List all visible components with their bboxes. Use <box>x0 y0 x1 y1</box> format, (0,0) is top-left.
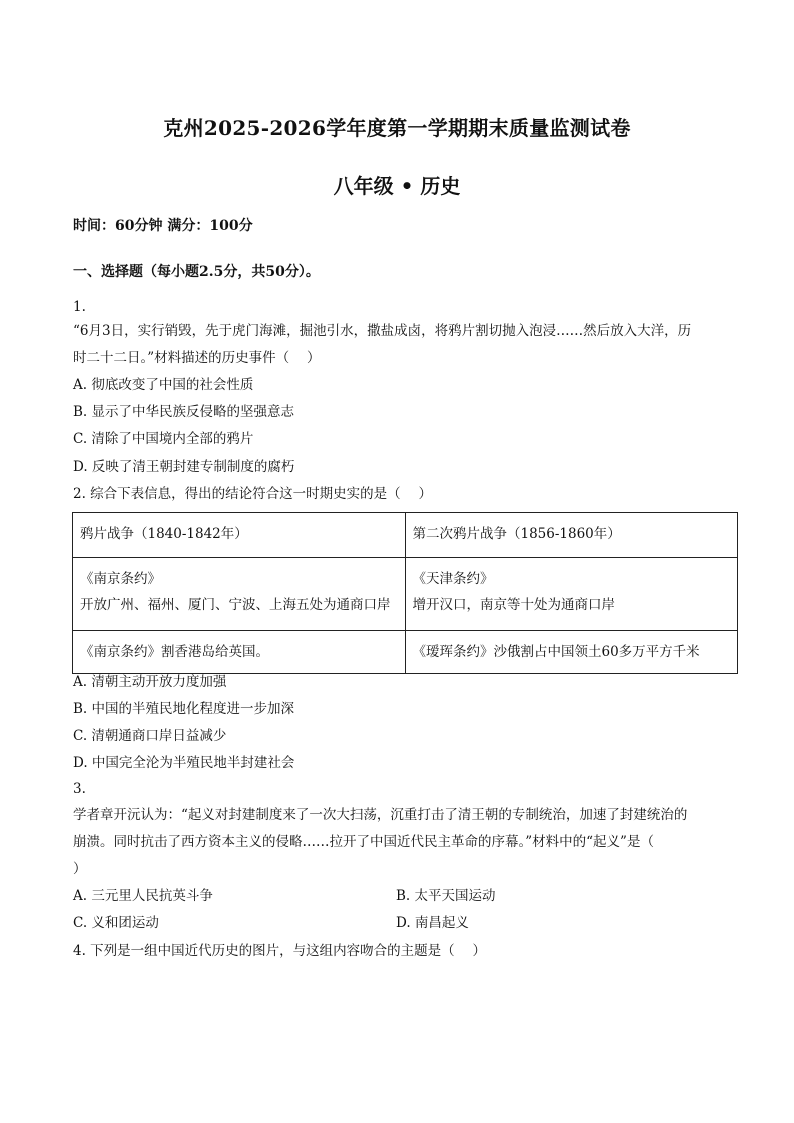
q2-stem: 2. 综合下表信息，得出的结论符合这一时期史实的是（ ） <box>73 486 432 502</box>
treaty-table <box>72 512 738 674</box>
q1-option-c: C. 清除了中国境内全部的鸦片 <box>73 431 254 447</box>
cell-treaty-name: 《天津条约》 <box>412 571 494 587</box>
q1-option-a: A. 彻底改变了中国的社会性质 <box>73 377 254 393</box>
page-subtitle: 八年级 • 历史 <box>333 174 461 198</box>
q3-option-a: A. 三元里人民抗英斗争 <box>73 888 213 904</box>
q1-number: 1. <box>73 299 86 315</box>
cell-treaty-content: 《瑷珲条约》沙俄割占中国领土60多万平方千米 <box>412 644 700 660</box>
q3-stem-line3: ） <box>73 861 87 877</box>
table-cell <box>73 558 406 631</box>
table-cell <box>405 631 738 674</box>
table-cell <box>73 631 406 674</box>
q2-option-d: D. 中国完全沦为半殖民地半封建社会 <box>73 755 295 771</box>
cell-treaty-name: 《南京条约》 <box>80 571 161 587</box>
table-cell <box>73 513 406 558</box>
q2-option-b: B. 中国的半殖民地化程度进一步加深 <box>73 701 295 717</box>
table-cell <box>405 513 738 558</box>
q3-option-c: C. 义和团运动 <box>73 915 159 931</box>
q3-stem-line1: 学者章开沅认为：“起义对封建制度来了一次大扫荡，沉重打击了清王朝的专制统治，加速了封建统治的 <box>73 807 688 823</box>
q4-stem: 4. 下列是一组中国近代历史的图片，与这组内容吻合的主题是（ ） <box>73 943 486 959</box>
cell-treaty-content: 《南京条约》割香港岛给英国。 <box>80 644 269 660</box>
q2-option-c: C. 清朝通商口岸日益减少 <box>73 728 227 744</box>
page-title: 克州2025-2026学年度第一学期期末质量监测试卷 <box>163 116 631 140</box>
table-row <box>73 631 738 674</box>
table-cell <box>405 558 738 631</box>
table-header-right: 第二次鸦片战争（1856-1860年） <box>412 526 621 542</box>
q1-option-d: D. 反映了清王朝封建专制制度的腐朽 <box>73 459 295 475</box>
exam-meta: 时间：60分钟 满分：100分 <box>73 218 253 234</box>
q3-number: 3. <box>73 781 86 797</box>
table-header-left: 鸦片战争（1840-1842年） <box>80 526 248 542</box>
q3-option-d: D. 南昌起义 <box>396 915 469 931</box>
q1-stem-line1: “6月3日，实行销毁，先于虎门海滩，掘池引水，撒盐成卤，将鸦片割切抛入泡浸……然后放入大洋，历 <box>73 323 692 339</box>
q2-option-a: A. 清朝主动开放力度加强 <box>73 674 227 690</box>
cell-treaty-content: 开放广州、福州、厦门、宁波、上海五处为通商口岸 <box>80 597 391 613</box>
q3-option-b: B. 太平天国运动 <box>396 888 496 904</box>
q1-stem-line2: 时二十二日。”材料描述的历史事件（ ） <box>73 350 321 366</box>
section-heading: 一、选择题（每小题2.5分，共50分）。 <box>73 264 320 280</box>
table-row <box>73 513 738 558</box>
table-row <box>73 558 738 631</box>
q3-stem-line2: 崩溃。同时抗击了西方资本主义的侵略……拉开了中国近代民主革命的序幕。”材料中的“起义”是（ <box>73 834 654 850</box>
q1-option-b: B. 显示了中华民族反侵略的坚强意志 <box>73 404 295 420</box>
cell-treaty-content: 增开汉口，南京等十处为通商口岸 <box>412 597 615 613</box>
